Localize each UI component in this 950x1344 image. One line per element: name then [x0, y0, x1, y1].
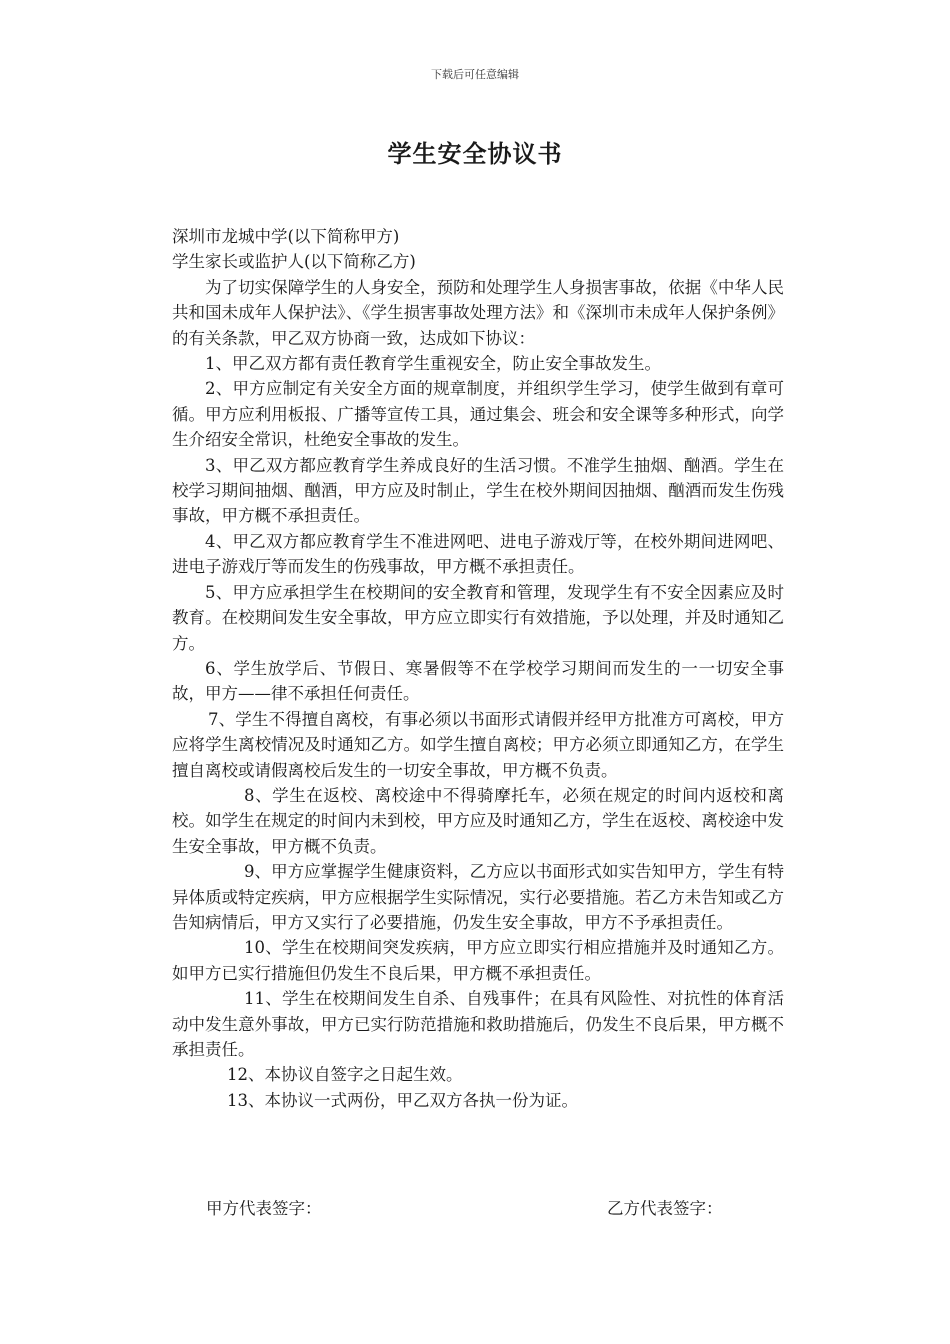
party-a-line: 深圳市龙城中学(以下简称甲方)	[172, 227, 400, 246]
clause-1: 1、甲乙双方都有责任教育学生重视安全，防止安全事故发生。	[205, 354, 661, 374]
document-body	[172, 224, 784, 1113]
header-note: 下载后可任意编辑	[431, 68, 519, 81]
preamble-paragraph: 为了切实保障学生的人身安全，预防和处理学生人身损害事故，依据《中华人民共和国未成年人保护法》、《学生损害事故处理方法》和《深圳市未成年人保护条例》的有关条款，甲乙双方协商一致，达成如下协议：	[172, 277, 784, 348]
clause-8: 8、学生在返校、离校途中不得骑摩托车，必须在规定的时间内返校和离校。如学生在规定的时间内未到校，甲方应及时通知乙方，学生在返校、离校途中发生安全事故，甲方概不负责。	[172, 785, 784, 856]
party-b-signature-label: 乙方代表签字：	[607, 1199, 723, 1218]
clause-3: 3、甲乙双方都应教育学生养成良好的生活习惯。不准学生抽烟、酗酒。学生在校学习期间抽烟、酗酒，甲方应及时制止，学生在校外期间因抽烟、酗酒而发生伤残事故，甲方概不承担责任。	[172, 455, 784, 526]
clause-11: 11、学生在校期间发生自杀、自残事件；在具有风险性、对抗性的体育活动中发生意外事故，甲方已实行防范措施和救助措施后，仍发生不良后果，甲方概不承担责任。	[172, 989, 784, 1059]
clause-2: 2、甲方应制定有关安全方面的规章制度，并组织学生学习，使学生做到有章可循。甲方应利用板报、广播等宣传工具，通过集会、班会和安全课等多种形式，向学生介绍安全常识，杜绝安全事故的发生。	[172, 379, 784, 450]
party-b-line: 学生家长或监护人(以下简称乙方)	[172, 252, 416, 272]
party-a-signature-label: 甲方代表签字：	[206, 1199, 322, 1218]
clause-9: 9、甲方应掌握学生健康资料，乙方应以书面形式如实告知甲方，学生有特异体质或特定疾病，甲方应根据学生实际情况，实行必要措施。若乙方未告知或乙方告知病情后，甲方又实行了必要措施，仍发生安全事故，甲方不予承担责任。	[172, 862, 784, 932]
clause-6: 6、学生放学后、节假日、寒暑假等不在学校学习期间而发生的一一切安全事故，甲方——律不承担任何责任。	[172, 658, 784, 704]
clause-4: 4、甲乙双方都应教育学生不准进网吧、进电子游戏厅等，在校外期间进网吧、进电子游戏厅等而发生的伤残事故，甲方概不承担责任。	[172, 531, 784, 577]
clause-5: 5、甲方应承担学生在校期间的安全教育和管理，发现学生有不安全因素应及时教育。在校期间发生安全事故，甲方应立即实行有效措施，予以处理，并及时通知乙方。	[172, 582, 784, 653]
clause-13: 13、本协议一式两份，甲乙双方各执一份为证。	[227, 1090, 578, 1110]
clause-10: 10、学生在校期间突发疾病，甲方应立即实行相应措施并及时通知乙方。如甲方已实行措施但仍发生不良后果，甲方概不承担责任。	[172, 938, 784, 983]
document-title: 学生安全协议书	[387, 139, 563, 168]
clause-12: 12、本协议自签字之日起生效。	[227, 1065, 463, 1085]
clause-7: 7、学生不得擅自离校，有事必须以书面形式请假并经甲方批准方可离校，甲方应将学生离校情况及时通知乙方。如学生擅自离校；甲方必须立即通知乙方，在学生擅自离校或请假离校后发生的一切安全事故，甲方概不负责。	[172, 709, 784, 780]
